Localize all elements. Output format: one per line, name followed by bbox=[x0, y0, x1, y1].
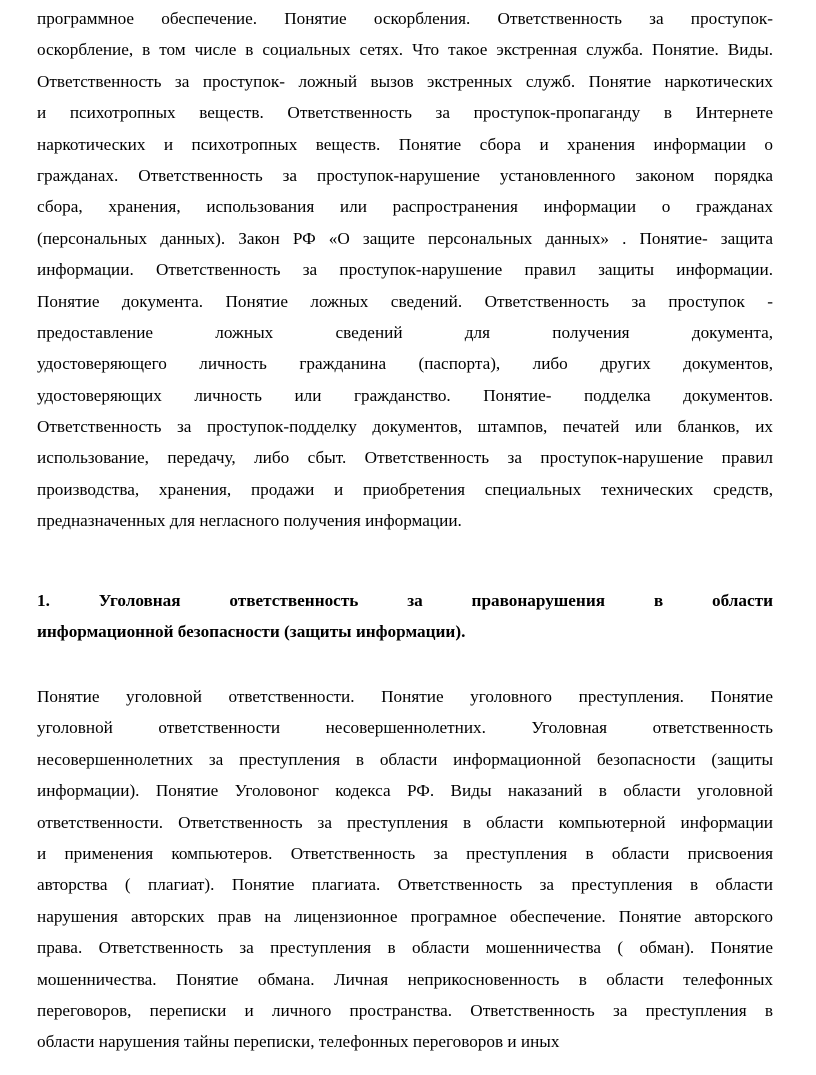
text-line: программное обеспечение. Понятие оскорбления. Ответственность за проступок- bbox=[37, 9, 773, 28]
text-line: мошенничества. Понятие обмана. Личная неприкосновенность в области телефонных bbox=[37, 969, 773, 989]
paragraph-criminal-liability bbox=[37, 681, 773, 1058]
text-line: и применения компьютеров. Ответственность за преступления в области присвоения bbox=[37, 843, 773, 863]
text-line: сбора, хранения, использования или распространения информации о гражданах bbox=[37, 197, 773, 217]
text-line: Понятие уголовной ответственности. Понятие уголовного преступления. Понятие bbox=[37, 687, 773, 706]
text-line: оскорбление, в том числе в социальных сетях. Что такое экстренная служба. Понятие. Виды. bbox=[37, 40, 773, 60]
heading-line: информационной безопасности (защиты информации). bbox=[37, 622, 466, 642]
text-line: информации. Ответственность за проступок-нарушение правил защиты информации. bbox=[37, 260, 773, 280]
text-line: гражданах. Ответственность за проступок-нарушение установленного законом порядка bbox=[37, 165, 773, 185]
text-line: права. Ответственность за преступления в области мошенничества ( обман). Понятие bbox=[37, 938, 773, 958]
paragraph-offenses bbox=[37, 3, 773, 537]
text-line: ответственности. Ответственность за преступления в области компьютерной информации bbox=[37, 812, 773, 832]
text-line: области нарушения тайны переписки, телефонных переговоров и иных bbox=[37, 1032, 560, 1052]
text-line: информации). Понятие Уголовоног кодекса РФ. Виды наказаний в области уголовной bbox=[37, 781, 773, 801]
text-line: и психотропных веществ. Ответственность за проступок-пропаганду в Интернете bbox=[37, 103, 773, 123]
text-line: производства, хранения, продажи и приобретения специальных технических средств, bbox=[37, 479, 773, 499]
text-line: Понятие документа. Понятие ложных сведений. Ответственность за проступок - bbox=[37, 291, 773, 311]
text-line: Ответственность за проступок-подделку документов, штампов, печатей или бланков, их bbox=[37, 417, 773, 437]
text-line: предоставление ложных сведений для получения документа, bbox=[37, 322, 773, 342]
text-line: предназначенных для негласного получения информации. bbox=[37, 511, 462, 531]
text-line: авторства ( плагиат). Понятие плагиата. Ответственность за преступления в области bbox=[37, 875, 773, 895]
text-line: уголовной ответственности несовершеннолетних. Уголовная ответственность bbox=[37, 718, 773, 738]
text-line: (персональных данных). Закон РФ «О защите персональных данных» . Понятие- защита bbox=[37, 228, 773, 248]
text-line: наркотических и психотропных веществ. Понятие сбора и хранения информации о bbox=[37, 134, 773, 154]
section-heading bbox=[37, 585, 773, 648]
text-line: использование, передачу, либо сбыт. Ответственность за проступок-нарушение правил bbox=[37, 448, 773, 468]
text-line: нарушения авторских прав на лицензионное програмное обеспечение. Понятие авторского bbox=[37, 906, 773, 926]
text-line: несовершеннолетних за преступления в области информационной безопасности (защиты bbox=[37, 749, 773, 769]
text-line: удостоверяющих личность или гражданство. Понятие- подделка документов. bbox=[37, 385, 773, 405]
text-line: Ответственность за проступок- ложный вызов экстренных служб. Понятие наркотических bbox=[37, 71, 773, 91]
text-line: переговоров, переписки и личного пространства. Ответственность за преступления в bbox=[37, 1000, 773, 1020]
text-line: удостоверяющего личность гражданина (паспорта), либо других документов, bbox=[37, 354, 773, 374]
heading-line: 1. Уголовная ответственность за правонарушения в области bbox=[37, 591, 773, 610]
